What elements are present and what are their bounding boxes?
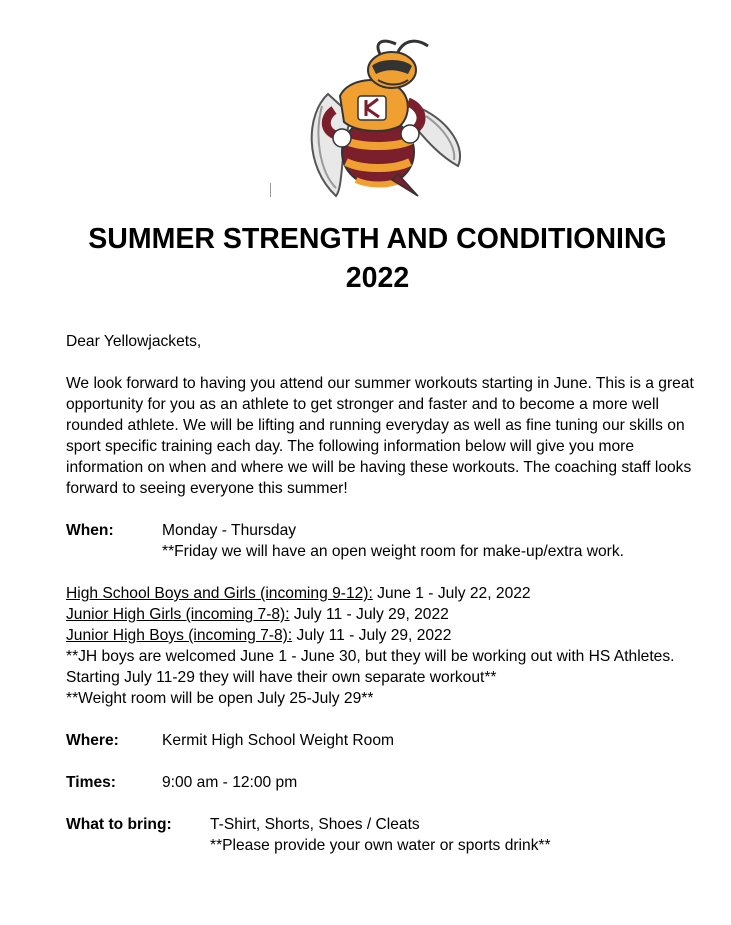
when-value: Monday - Thursday: [162, 522, 297, 539]
bring-note: **Please provide your own water or sports drink**: [210, 837, 551, 854]
title-line-2: 2022: [345, 262, 410, 294]
where-value: Kermit High School Weight Room: [162, 732, 394, 749]
schedule-group: Junior High Girls (incoming 7-8):: [66, 606, 290, 623]
weight-room-note: **Weight room will be open July 25-July 29**: [66, 690, 374, 707]
schedule-item: [66, 583, 706, 604]
schedule-dates: June 1 - July 22, 2022: [372, 585, 531, 602]
schedule-group: High School Boys and Girls (incoming 9-12):: [66, 585, 373, 602]
bring-value: T-Shirt, Shorts, Shoes / Cleats: [210, 816, 420, 833]
times-row: [66, 772, 706, 793]
when-label: When:: [66, 522, 114, 539]
where-label: Where:: [66, 732, 119, 749]
where-row: [66, 730, 706, 751]
schedule-group: Junior High Boys (incoming 7-8):: [66, 627, 293, 644]
title-line-1: SUMMER STRENGTH AND CONDITIONING: [88, 223, 667, 255]
when-note: **Friday we will have an open weight room for make-up/extra work.: [162, 543, 624, 560]
schedule-item: [66, 625, 706, 646]
intro-paragraph: We look forward to having you attend our summer workouts starting in June. This is a great opportunity for you as an athlete to get stronger and faster and to become a more well rounded athlete. We will be lifting and running everyday as well as fine tuning our skills on sport specific training each day. The following information below will give you more information on when and where we will be having these workouts. The coaching staff looks forward to seeing everyone this summer!: [66, 375, 694, 497]
when-row: [66, 520, 706, 562]
page-title: [40, 220, 715, 298]
yellowjacket-mascot-logo: [300, 36, 468, 202]
jh-boys-note: **JH boys are welcomed June 1 - June 30, but they will be working out with HS Athletes. Starting July 11-29 they will have their own separate workout**: [66, 648, 675, 686]
schedule-dates: July 11 - July 29, 2022: [289, 606, 449, 623]
bring-row: [66, 814, 706, 856]
schedule-dates: July 11 - July 29, 2022: [292, 627, 452, 644]
greeting: Dear Yellowjackets,: [66, 333, 202, 350]
times-label: Times:: [66, 774, 116, 791]
times-value: 9:00 am - 12:00 pm: [162, 774, 298, 791]
schedule-item: [66, 604, 706, 625]
letter-body: [66, 331, 706, 856]
bring-label: What to bring:: [66, 816, 172, 833]
text-cursor-mark: [270, 183, 271, 197]
